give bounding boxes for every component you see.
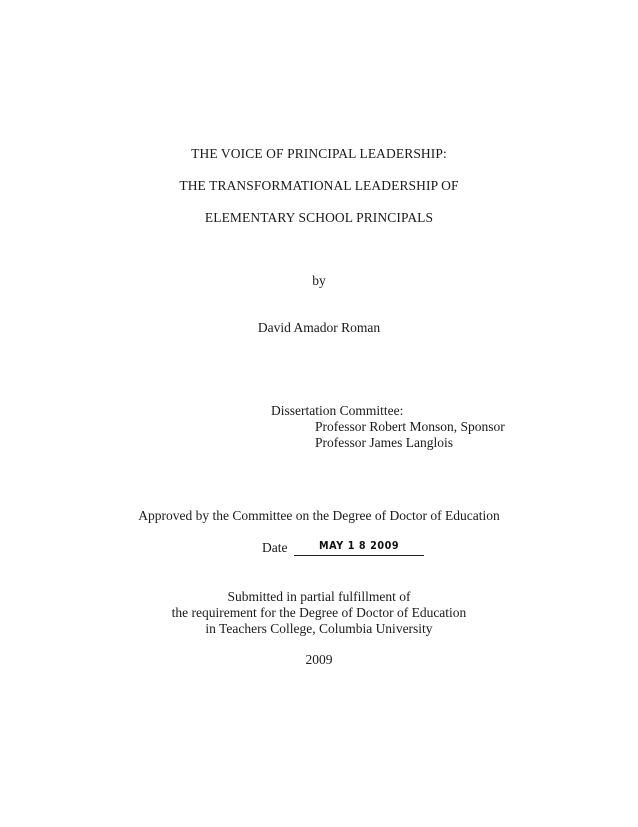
committee-member-2: Professor James Langlois (315, 435, 453, 450)
committee-block (271, 403, 505, 451)
submission-year: 2009 (305, 652, 333, 667)
submission-line-2: the requirement for the Degree of Doctor of Education (171, 605, 467, 620)
date-signature-line (294, 540, 424, 556)
title-line-3: ELEMENTARY SCHOOL PRINCIPALS (204, 210, 434, 225)
byline: by (312, 273, 326, 288)
author-name: David Amador Roman (257, 320, 381, 335)
approval-statement: Approved by the Committee on the Degree of Doctor of Education (138, 508, 500, 523)
submission-line-1: Submitted in partial fulfillment of (227, 589, 411, 604)
submission-line-3: in Teachers College, Columbia University (205, 621, 433, 636)
date-label: Date (262, 540, 288, 555)
date-stamp: MAY 1 8 2009 (318, 540, 400, 552)
title-line-2: THE TRANSFORMATIONAL LEADERSHIP OF (179, 178, 459, 193)
committee-heading: Dissertation Committee: (271, 403, 404, 418)
committee-member-sponsor: Professor Robert Monson, Sponsor (315, 419, 505, 434)
date-row (262, 540, 424, 556)
title-line-1: THE VOICE OF PRINCIPAL LEADERSHIP: (191, 146, 447, 161)
